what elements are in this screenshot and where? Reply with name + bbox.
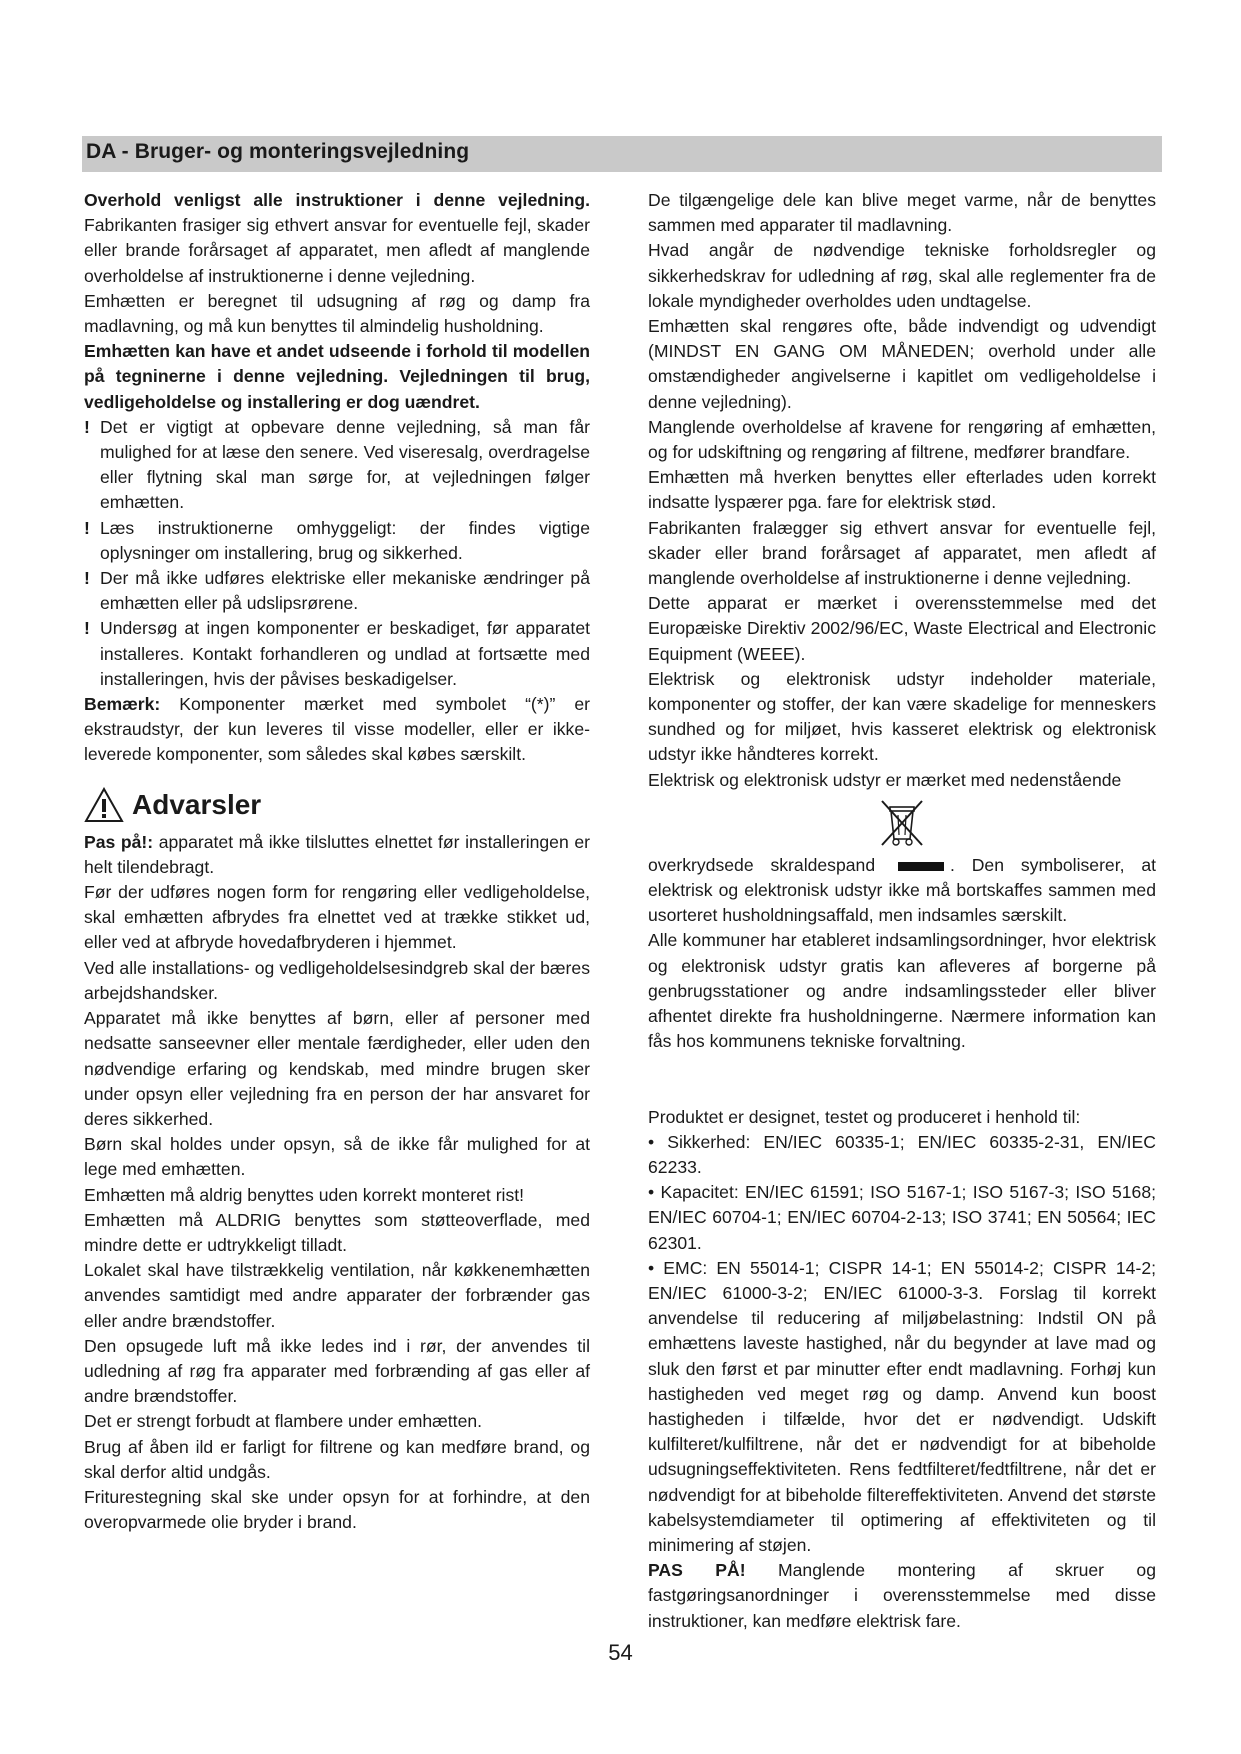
weee-symbol-row (648, 793, 1156, 853)
pas-text: Manglende montering af skruer og fastgøringsanordninger i overensstemmelse med disse instruktioner, kan medføre elektrisk fare. (648, 1560, 1156, 1631)
standards-intro: Produktet er designet, testet og produceret i henhold til: (648, 1106, 1081, 1127)
text-paragraph: Friturestegning skal ske under opsyn for at forhindre, at den overopvarmede olie bryder i brand. (84, 1486, 590, 1533)
list-item (84, 415, 590, 516)
bullet-text: Det er vigtigt at opbevare denne vejledning, så man får mulighed for at læse den senere. Ved viseresalg, overdragelse eller flytning skal man sørge for, at vejledningen følger emhætten. (100, 416, 590, 513)
text-paragraph: Det er strengt forbudt at flambere under emhætten. (84, 1411, 483, 1432)
list-item (84, 616, 590, 692)
warnings-heading-row (84, 782, 590, 828)
text-paragraph: Den opsugede luft må ikke ledes ind i rør, der anvendes til udledning af røg fra apparater med forbrænding af gas eller af andre brændstoffer. (84, 1335, 590, 1407)
section-header-bar (82, 136, 1162, 172)
text-paragraph: Emhætten må ALDRIG benyttes som støtteoverflade, med mindre dette er udtrykkeligt tilladt. (84, 1209, 590, 1255)
list-item (84, 566, 590, 616)
exclamation-mark: ! (84, 568, 90, 589)
left-column (84, 188, 590, 1535)
text-paragraph: Emhætten må hverken benyttes eller efterlades uden korrekt indsatte lyspærer pga. fare for elektrisk stød. (648, 467, 1156, 513)
appearance-paragraph: Emhætten kan have et andet udseende i forhold til modellen på tegninerne i denne vejledning. Vejledningen til brug, vedligeholdelse og installering er dog uændret. (84, 341, 590, 412)
note-label: Bemærk: (84, 694, 161, 715)
intro-bold: Overhold venligst alle instruktioner i denne vejledning. (84, 190, 590, 210)
weee-after: . Den symboliserer, at elektrisk og elektronisk udstyr ikke må bortskaffes sammen med usorteret husholdningsaffald, men indsamles særskilt. (648, 854, 1157, 926)
bullet-text: Undersøg at ingen komponenter er beskadiget, før apparatet installeres. Kontakt forhandleren og undlad at fortsætte med installeringen, hvis der påvises beskadigelser. (100, 618, 590, 689)
text-paragraph: Dette apparat er mærket i overensstemmelse med det Europæiske Direktiv 2002/96/EC, Waste Electrical and Electronic Equipment (WEEE). (648, 593, 1156, 664)
text-paragraph: Fabrikanten fralægger sig ethvert ansvar for eventuelle fejl, skader eller brand forårsaget af apparatet, men afledt af manglende overholdelse af instruktionerne i denne vejledning. (648, 517, 1156, 589)
text-paragraph: De tilgængelige dele kan blive meget varme, når de benyttes sammen med apparater til madlavning. (648, 190, 1156, 236)
exclamation-mark: ! (84, 517, 90, 538)
text-paragraph: Brug af åben ild er farligt for filtrene og kan medføre brand, og skal derfor altid undgås. (84, 1436, 590, 1482)
text-paragraph: Børn skal holdes under opsyn, så de ikke får mulighed for at lege med emhætten. (84, 1134, 590, 1180)
note-paragraph (84, 692, 590, 768)
weee-before: overkrydsede skraldespand (648, 854, 876, 875)
bullet-text: Læs instruktionerne omhyggeligt: der findes vigtige oplysninger om installering, brug og sikkerhed. (100, 517, 590, 563)
text-paragraph: Før der udføres nogen form for rengøring eller vedligeholdelse, skal emhætten afbrydes fra elnettet ved at trække stikket ud, eller ved at afbryde hovedafbryderen i hjemmet. (84, 882, 590, 953)
bullet-text: Der må ikke udføres elektriske eller mekaniske ændringer på emhætten eller på udslipsrørene. (100, 568, 590, 614)
note-text: Komponenter mærket med symbolet “(*)” er ekstraudstyr, der kun leveres til visse modeller, eller er ikke-leverede komponenter, som således skal købes særskilt. (84, 694, 590, 765)
warnings-heading: Advarsler (132, 789, 262, 821)
text-paragraph: Lokalet skal have tilstrækkelig ventilation, når køkkenemhætten anvendes samtidigt med andre apparater der forbrænder gas eller andre brændstoffer. (84, 1260, 590, 1331)
exclamation-mark: ! (84, 416, 90, 437)
right-column (648, 188, 1156, 1634)
crossed-bin-icon (878, 797, 926, 847)
weee-paragraph (648, 853, 1156, 929)
text-paragraph: Manglende overholdelse af kravene for rengøring af emhætten, og for udskiftning og rengøring af filtrene, medfører brandfare. (648, 416, 1156, 463)
list-item (84, 516, 590, 566)
warning-label: Pas på!: (84, 831, 154, 852)
text-paragraph: Apparatet må ikke benyttes af børn, eller af personer med nedsatte sanseevner eller mentale færdigheder, eller uden den nødvendige erfaring og kendskab, med mindre brugen sker under opsyn eller vejledning fra en person der har ansvaret for deres sikkerhed. (84, 1008, 590, 1129)
page-number: 54 (608, 1640, 633, 1665)
warning-text: apparatet må ikke tilsluttes elnettet før installeringen er helt tilendebragt. (84, 831, 590, 877)
text-paragraph: Hvad angår de nødvendige tekniske forholdsregler og sikkerhedskrav for udledning af røg, skal alle reglementer fra de lokale myndigheder overholdes uden undtagelse. (648, 240, 1156, 311)
text-paragraph: Emhætten må aldrig benyttes uden korrekt monteret rist! (84, 1184, 525, 1205)
standards-item: • EMC: EN 55014-1; CISPR 14-1; EN 55014-2; CISPR 14-2; EN/IEC 61000-3-2; EN/IEC 61000-3-3. Forslag til korrekt anvendelse til reducering af miljøbelastning: Indstil ON på emhættens laveste hastighed, når du begynder at lave mad og sluk den først et par minutter efter endt madlavning. Forhøj kun hastigheden ved meget røg og damp. Anvend kun boost hastigheden i tilfælde, hvor det er nødvendigt. Udskift kulfilteret/kulfiltrene, når det er nødvendigt for at bibeholde udsugningseffektiviteten. Rens fedtfilteret/fedtfiltrene, når det er nødvendigt for at bibeholde filtereffektiviteten. Anvend det største kabelsystemdiameter til optimering af effektiviteten og til minimering af støjen. (648, 1257, 1156, 1555)
pas-paragraph (648, 1558, 1156, 1634)
text-paragraph: Ved alle installations- og vedligeholdelsesindgreb skal der bæres arbejdshandsker. (84, 957, 590, 1003)
text-paragraph: Emhætten skal rengøres ofte, både indvendigt og udvendigt (MINDST EN GANG OM MÅNEDEN; overhold under alle omstændigheder angivelserne i kapitlet om vedligeholdelse i denne vejledning). (648, 316, 1156, 412)
text-paragraph: Elektrisk og elektronisk udstyr indeholder materiale, komponenter og stoffer, der kan være skadelige for menneskers sundhed og for miljøet, hvis kasseret elektrisk og elektronisk udstyr ikke håndteres korrekt. (648, 668, 1156, 765)
standards-item: • Sikkerhed: EN/IEC 60335-1; EN/IEC 60335-2-31, EN/IEC 62233. (648, 1131, 1156, 1177)
warning-triangle-icon (84, 787, 124, 823)
standards-item: • Kapacitet: EN/IEC 61591; ISO 5167-1; ISO 5167-3; ISO 5168; EN/IEC 60704-1; EN/IEC 60704-2-13; ISO 3741; EN 50564; IEC 62301. (648, 1182, 1156, 1253)
page-title: DA - Bruger- og monteringsvejledning (86, 140, 470, 163)
exclamation-mark: ! (84, 618, 90, 639)
intro-paragraph (84, 188, 590, 289)
black-bar-icon (898, 862, 944, 871)
warning-paragraph (84, 830, 590, 880)
pas-label: PAS PÅ! (648, 1560, 746, 1581)
intro-text: Fabrikanten frasiger sig ethvert ansvar for eventuelle fejl, skader eller brande forårsaget af apparatet, men afledt af manglende overholdelse af instruktionerne i denne vejledning. (84, 215, 590, 286)
collection-paragraph: Alle kommuner har etableret indsamlingsordninger, hvor elektrisk og elektronisk udstyr gratis kan afleveres af borgerne på genbrugsstationer og andre indsamlingssteder eller bliver afhentet direkte fra husholdningerne. Nærmere information kan fås hos kommunens tekniske forvaltning. (648, 930, 1156, 1052)
text-paragraph: Elektrisk og elektronisk udstyr er mærket med nedenstående (648, 769, 1122, 790)
usage-paragraph: Emhætten er beregnet til udsugning af røg og damp fra madlavning, og må kun benyttes til almindelig husholdning. (84, 290, 590, 337)
